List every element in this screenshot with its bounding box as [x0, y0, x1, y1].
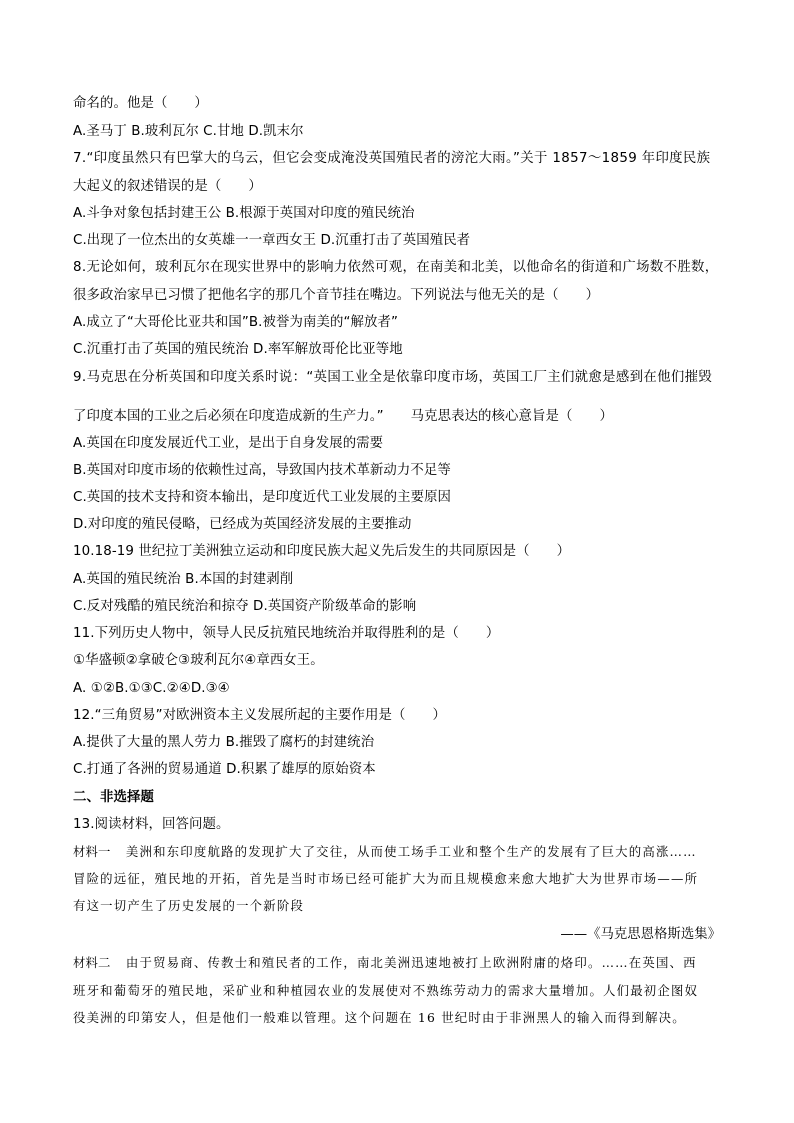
material-2-tag: 材料二 — [73, 955, 111, 970]
material-1-line-1 — [73, 843, 725, 861]
question-9-stem: 9.马克思在分析英国和印度关系时说：“英国工业全是依靠印度市场，英国工厂主们就愈是感到在他们摧毁 — [73, 370, 713, 385]
question-8-options-cd: C.沉重打击了英国的殖民统治 D.率军解放哥伦比亚等地 — [73, 342, 403, 357]
question-9-option-b: B.英国对印度市场的依赖性过高，导致国内技术革新动力不足等 — [73, 463, 451, 478]
question-9-stem-cont: 了印度本国的工业之后必须在印度造成新的生产力。” 马克思表达的核心意旨是（ ） — [73, 409, 613, 424]
material-1-source: ——《马克思恩格斯选集》 — [560, 927, 721, 942]
material-2-line-1 — [73, 954, 725, 972]
material-2-text: 由于贸易商、传教士和殖民者的工作，南北美洲迅速地被打上欧洲附庸的烙印。……在英国、西 — [125, 955, 697, 970]
question-10-options-cd: C.反对残酷的殖民统治和掠夺 D.英国资产阶级革命的影响 — [73, 599, 417, 614]
question-6-options: A.圣马丁 B.玻利瓦尔 C.甘地 D.凯末尔 — [73, 124, 304, 139]
question-11-items: ①华盛顿②拿破仑③玻利瓦尔④章西女王。 — [73, 653, 324, 668]
question-9-option-d: D.对印度的殖民侵略，已经成为英国经济发展的主要推动 — [73, 517, 412, 532]
question-12-options-ab: A.提供了大量的黑人劳力 B.摧毁了腐朽的封建统治 — [73, 735, 375, 750]
material-2-line-2: 班牙和葡萄牙的殖民地，采矿业和种植园农业的发展使对不熟练劳动力的需求大量增加。人们最初企图奴 — [73, 983, 699, 998]
question-12-options-cd: C.打通了各洲的贸易通道 D.积累了雄厚的原始资本 — [73, 762, 376, 777]
question-9-option-a: A.英国在印度发展近代工业，是出于自身发展的需要 — [73, 436, 384, 451]
question-10-stem: 10.18-19 世纪拉丁美洲独立运动和印度民族大起义先后发生的共同原因是（ ） — [73, 544, 571, 559]
question-7-options-cd: C.出现了一位杰出的女英雄一一章西女王 D.沉重打击了英国殖民者 — [73, 233, 471, 248]
question-7-stem-cont: 大起义的叙述错误的是（ ） — [73, 179, 262, 194]
question-11-options: A. ①②B.①③C.②④D.③④ — [73, 681, 230, 696]
material-2-line-3: 役美洲的印第安人，但是他们一般难以管理。这个问题在 16 世纪时由于非洲黑人的输入而得到解决。 — [73, 1010, 686, 1025]
question-7-options-ab: A.斗争对象包括封建王公 B.根源于英国对印度的殖民统治 — [73, 206, 415, 221]
question-9-option-c: C.英国的技术支持和资本输出，是印度近代工业发展的主要原因 — [73, 490, 452, 505]
question-10-options-ab: A.英国的殖民统治 B.本国的封建剥削 — [73, 572, 294, 587]
question-11-stem: 11.下列历史人物中，领导人民反抗殖民地统治并取得胜利的是（ ） — [73, 626, 500, 641]
material-1-text: 美洲和东印度航路的发现扩大了交往，从而使工场手工业和整个生产的发展有了巨大的高涨…… — [125, 844, 697, 859]
material-1-line-2: 冒险的远征，殖民地的开拓，首先是当时市场已经可能扩大为而且规模愈来愈大地扩大为世界市场——所 — [73, 871, 699, 886]
question-6-stem-end: 命名的。他是（ ） — [73, 96, 208, 111]
section-heading: 二、非选择题 — [73, 790, 154, 805]
question-8-options-ab: A.成立了“大哥伦比亚共和国”B.被誉为南美的“解放者” — [73, 315, 398, 330]
question-8-stem: 8.无论如何，玻利瓦尔在现实世界中的影响力依然可观，在南美和北美，以他命名的街道和广场数不胜数， — [73, 260, 719, 275]
question-7-stem: 7.“印度虽然只有巴掌大的乌云，但它会变成淹没英国殖民者的滂沱大雨。”关于 1857～1859 年印度民族 — [73, 151, 711, 166]
question-13-stem: 13.阅读材料，回答问题。 — [73, 817, 230, 832]
material-1-tag: 材料一 — [73, 844, 111, 859]
material-1-line-3: 有这一切产生了历史发展的一个新阶段 — [73, 898, 305, 913]
question-12-stem: 12.“三角贸易”对欧洲资本主义发展所起的主要作用是（ ） — [73, 708, 446, 723]
question-8-stem-cont: 很多政治家早已习惯了把他名字的那几个音节挂在嘴边。下列说法与他无关的是（ ） — [73, 288, 600, 303]
